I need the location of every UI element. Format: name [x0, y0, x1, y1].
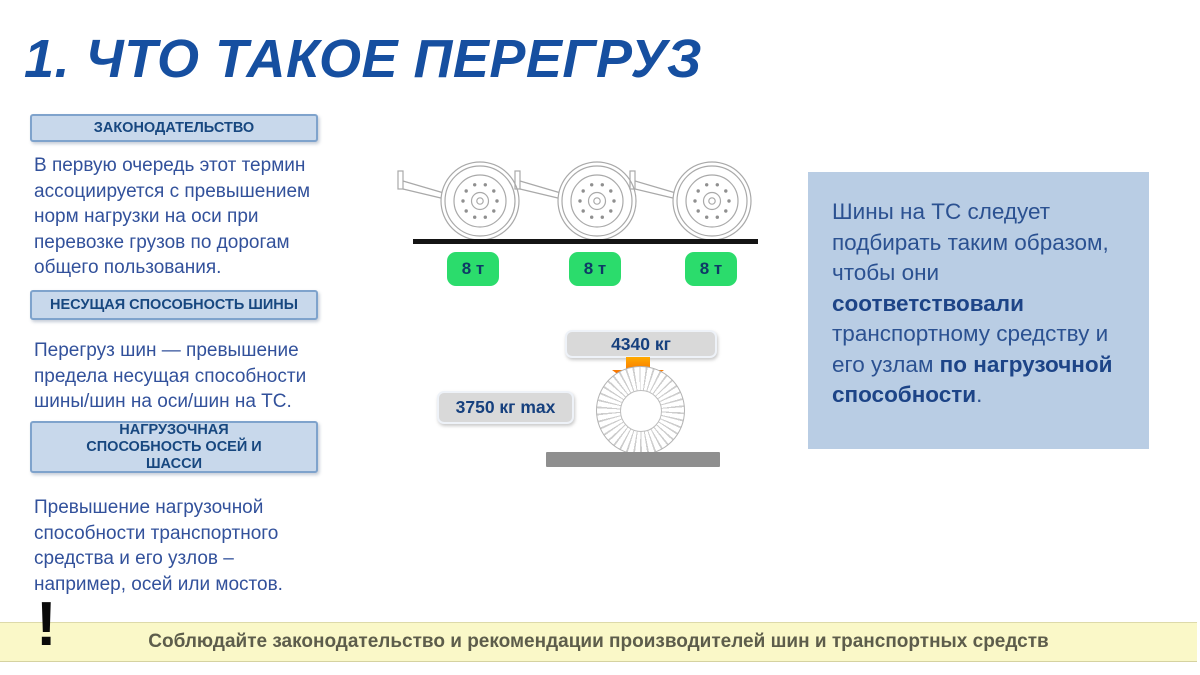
section-header-label: НЕСУЩАЯ СПОСОБНОСТЬ ШИНЫ	[50, 296, 298, 313]
note-text: .	[976, 382, 983, 407]
applied-load-label	[565, 330, 717, 358]
road-strip	[546, 452, 720, 467]
note-text-bold: по нагрузочной способности	[832, 351, 1113, 407]
paragraph-axle-chassis-capacity: Превышение нагрузочной способности транспортного средства и его узлов – например, осей или мостов.	[34, 497, 283, 595]
section-header-label: ЗАКОНОДАТЕЛЬСТВО	[93, 119, 255, 136]
section-header-axle-chassis-capacity	[30, 421, 318, 473]
max-capacity-label	[437, 391, 574, 424]
exclamation-icon: !	[36, 590, 57, 659]
triple-axle-diagram	[395, 152, 765, 247]
paragraph-legislation: В первую очередь этот термин ассоциируется с превышением норм нагрузки на оси при перевозке грузов по дорогам общего пользования.	[34, 155, 311, 278]
axle-load-badge: 8 т	[569, 252, 621, 286]
section-header-legislation	[30, 114, 318, 142]
note-text: Шины на ТС следует подбирать таким образом, чтобы они	[832, 199, 1109, 285]
note-text: транспортному средству и его узлам	[832, 321, 1109, 377]
tire-hub	[620, 390, 662, 432]
wheel-icon	[630, 162, 751, 240]
footer-banner	[0, 622, 1197, 662]
paragraph-tire-capacity: Перегруз шин — превышение предела несущая способности шины/шин на оси/шин на ТС.	[34, 340, 307, 412]
tire-selection-note	[808, 172, 1149, 449]
axle-load-badge: 8 т	[685, 252, 737, 286]
section-header-tire-capacity	[30, 290, 318, 320]
applied-load-value: 4340 кг	[611, 333, 671, 354]
note-text-bold: соответствовали	[832, 290, 1024, 316]
wheel-icon	[398, 162, 519, 240]
tire-illustration	[596, 366, 685, 455]
road-line	[413, 239, 758, 244]
wheel-icon	[515, 162, 636, 240]
section-header-label: НАГРУЗОЧНАЯ СПОСОБНОСТЬ ОСЕЙ И ШАССИ	[86, 421, 262, 472]
axle-load-badge: 8 т	[447, 252, 499, 286]
max-capacity-value: 3750 кг max	[455, 397, 556, 417]
footer-banner-text: Соблюдайте законодательство и рекомендации производителей шин и транспортных средств	[148, 631, 1049, 652]
page-title: 1. ЧТО ТАКОЕ ПЕРЕГРУЗ	[24, 29, 703, 89]
